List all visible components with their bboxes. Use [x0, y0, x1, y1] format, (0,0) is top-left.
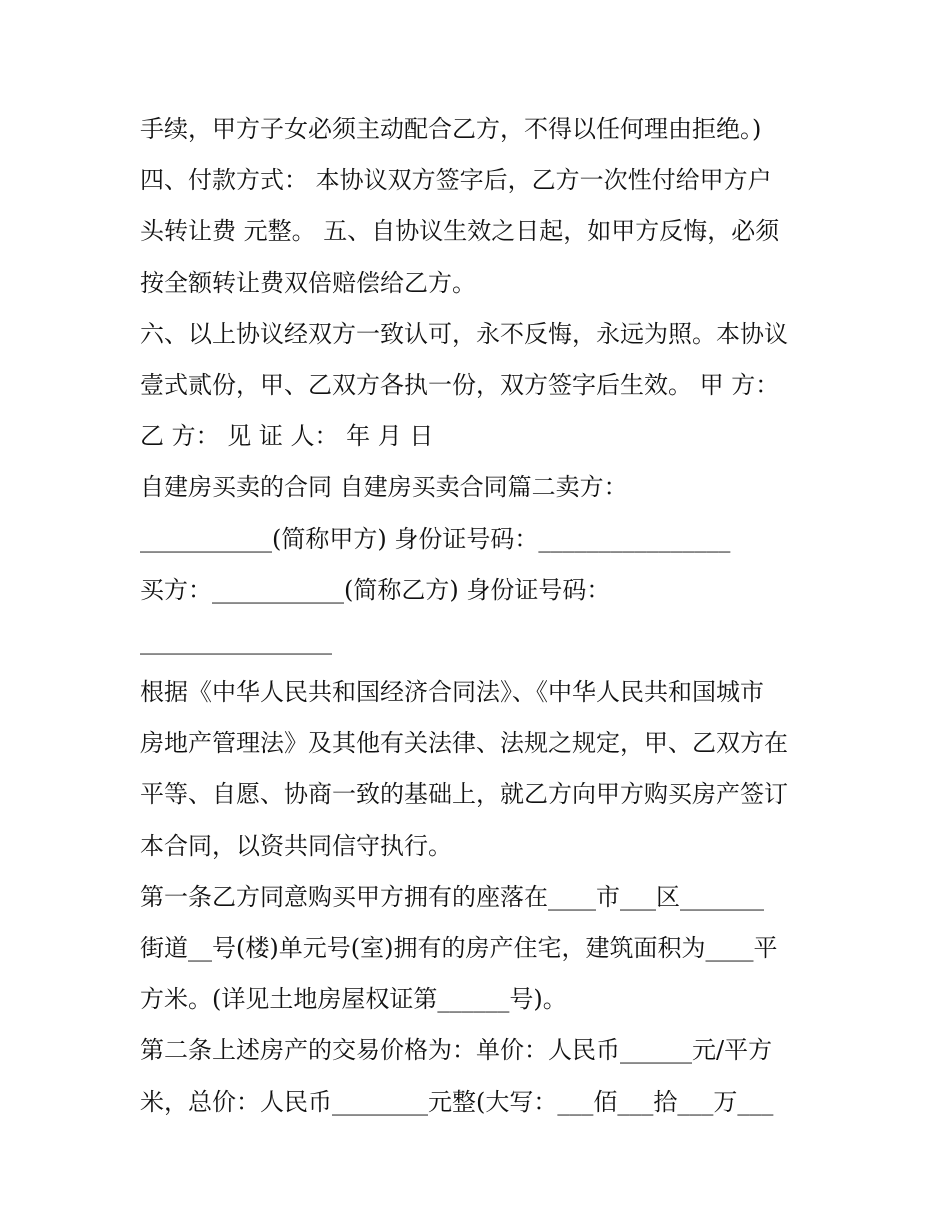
text-line: 买方：___________(简称乙方) 身份证号码： — [140, 575, 611, 604]
text-line: 按全额转让费双倍赔偿给乙方。 — [140, 268, 476, 297]
text-line: ________________ — [140, 626, 332, 655]
text-line: 自建房买卖的合同 自建房买卖合同篇二卖方： — [140, 473, 628, 502]
text-line: 根据《中华人民共和国经济合同法》、《中华人民共和国城市 — [140, 678, 764, 707]
text-line: 房地产管理法》及其他有关法律、法规之规定，甲、乙双方在 — [140, 729, 788, 758]
text-line: 街道__号(楼)单元号(室)拥有的房产住宅，建筑面积为____平 — [140, 934, 778, 962]
contract-text — [140, 104, 820, 1128]
text-line: 手续，甲方子女必须主动配合乙方，不得以任何理由拒绝。) — [140, 115, 762, 143]
text-line: 第二条上述房产的交易价格为：单价：人民币______元/平方 — [140, 1036, 773, 1065]
text-line: 本合同，以资共同信守执行。 — [140, 831, 452, 860]
text-line: 第一条乙方同意购买甲方拥有的座落在____市___区_______ — [140, 882, 764, 911]
text-line: 乙 方： 见 证 人： 年 月 日 — [140, 422, 434, 451]
text-line: 方米。(详见土地房屋权证第______号)。 — [140, 985, 567, 1014]
text-line: 壹式贰份，甲、乙双方各执一份，双方签字后生效。 甲 方： — [140, 370, 780, 399]
text-line: 六、以上协议经双方一致认可，永不反悔，永远为照。本协议 — [140, 319, 788, 348]
text-line: 头转让费 元整。 五、自协议生效之日起，如甲方反悔，必须 — [140, 217, 780, 246]
text-line: ___________(简称甲方) 身份证号码：________________ — [140, 524, 731, 553]
text-line: 四、付款方式： 本协议双方签字后，乙方一次性付给甲方户 — [140, 166, 772, 195]
text-line: 米，总价：人民币________元整(大写：___佰___拾___万___ — [140, 1087, 774, 1116]
text-line: 平等、自愿、协商一致的基础上，就乙方向甲方购买房产签订 — [140, 780, 788, 809]
